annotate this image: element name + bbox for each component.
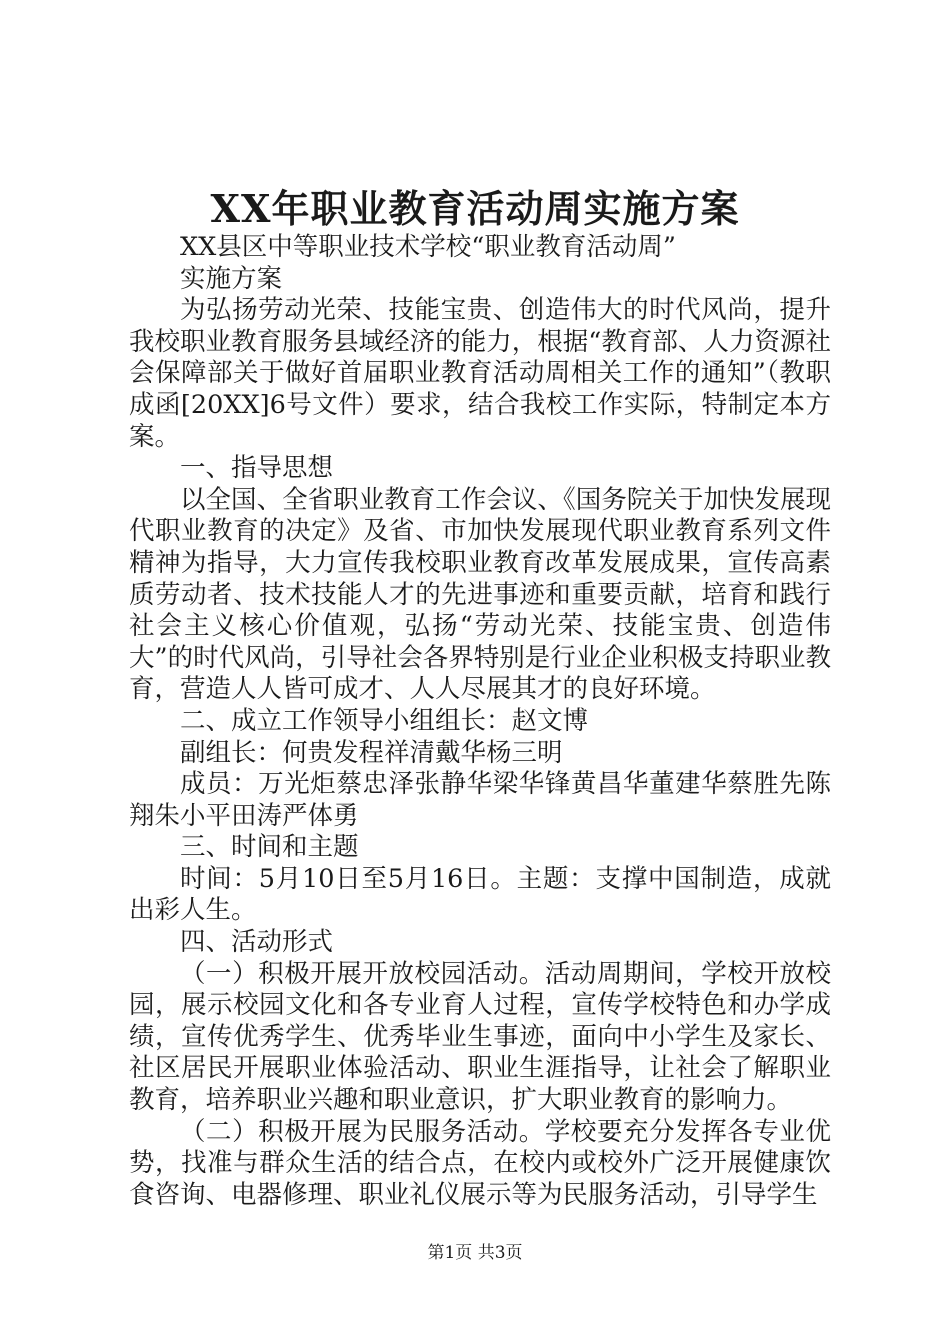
heading-time-theme: 三、时间和主题 bbox=[180, 832, 359, 863]
page-footer: 第1页 共3页 bbox=[427, 1243, 523, 1263]
document-body bbox=[129, 232, 831, 1211]
paragraph-school-name: XX县区中等职业技术学校“职业教育活动周” bbox=[180, 232, 676, 262]
paragraph-open-campus: （一）积极开展开放校园活动。活动周期间，学校开放校园，展示校园文化和各专业育人过程，宣传学校特色和办学成绩，宣传优秀学生、优秀毕业生事迹，面向中小学生及家长、社区居民开展职业体验活动、职业生涯指导，让社会了解职业教育，培养职业兴趣和职业意识，扩大职业教育的影响力。 bbox=[129, 958, 831, 1116]
paragraph-guiding-thought: 以全国、全省职业教育工作会议、《国务院关于加快发展现代职业教育的决定》及省、市加快发展现代职业教育系列文件精神为指导，大力宣传我校职业教育改革发展成果，宣传高素质劳动者、技术技能人才的先进事迹和重要贡献，培育和践行社会主义核心价值观，弘扬“劳动光荣、技能宝贵、创造伟大”的时代风尚，引导社会各界特别是行业企业积极支持职业教育，营造人人皆可成才、人人尽展其才的良好环境。 bbox=[129, 484, 831, 705]
heading-leadership-group: 二、成立工作领导小组组长：赵文博 bbox=[180, 705, 589, 736]
paragraph-public-service: （二）积极开展为民服务活动。学校要充分发挥各专业优势，找准与群众生活的结合点，在校内或校外广泛开展健康饮食咨询、电器修理、职业礼仪展示等为民服务活动，引导学生 bbox=[129, 1116, 831, 1210]
heading-guiding-thought: 一、指导思想 bbox=[180, 453, 334, 484]
paragraph-deputy-leaders: 副组长：何贵发程祥清戴华杨三明 bbox=[180, 737, 563, 768]
paragraph-time-theme: 时间：5月10日至5月16日。主题：支撑中国制造，成就出彩人生。 bbox=[129, 863, 831, 926]
document-title: XX年职业教育活动周实施方案 bbox=[210, 186, 740, 231]
paragraph-members: 成员：万光炬蔡忠泽张静华梁华锋黄昌华董建华蔡胜先陈翔朱小平田涛严体勇 bbox=[129, 769, 831, 831]
paragraph-intro: 为弘扬劳动光荣、技能宝贵、创造伟大的时代风尚，提升我校职业教育服务县域经济的能力，根据“教育部、人力资源社会保障部关于做好首届职业教育活动周相关工作的通知”（教职成函[20XX]6号文件）要求，结合我校工作实际，特制定本方案。 bbox=[129, 295, 831, 452]
heading-activity-forms: 四、活动形式 bbox=[180, 927, 334, 958]
paragraph-plan-label: 实施方案 bbox=[180, 263, 283, 294]
